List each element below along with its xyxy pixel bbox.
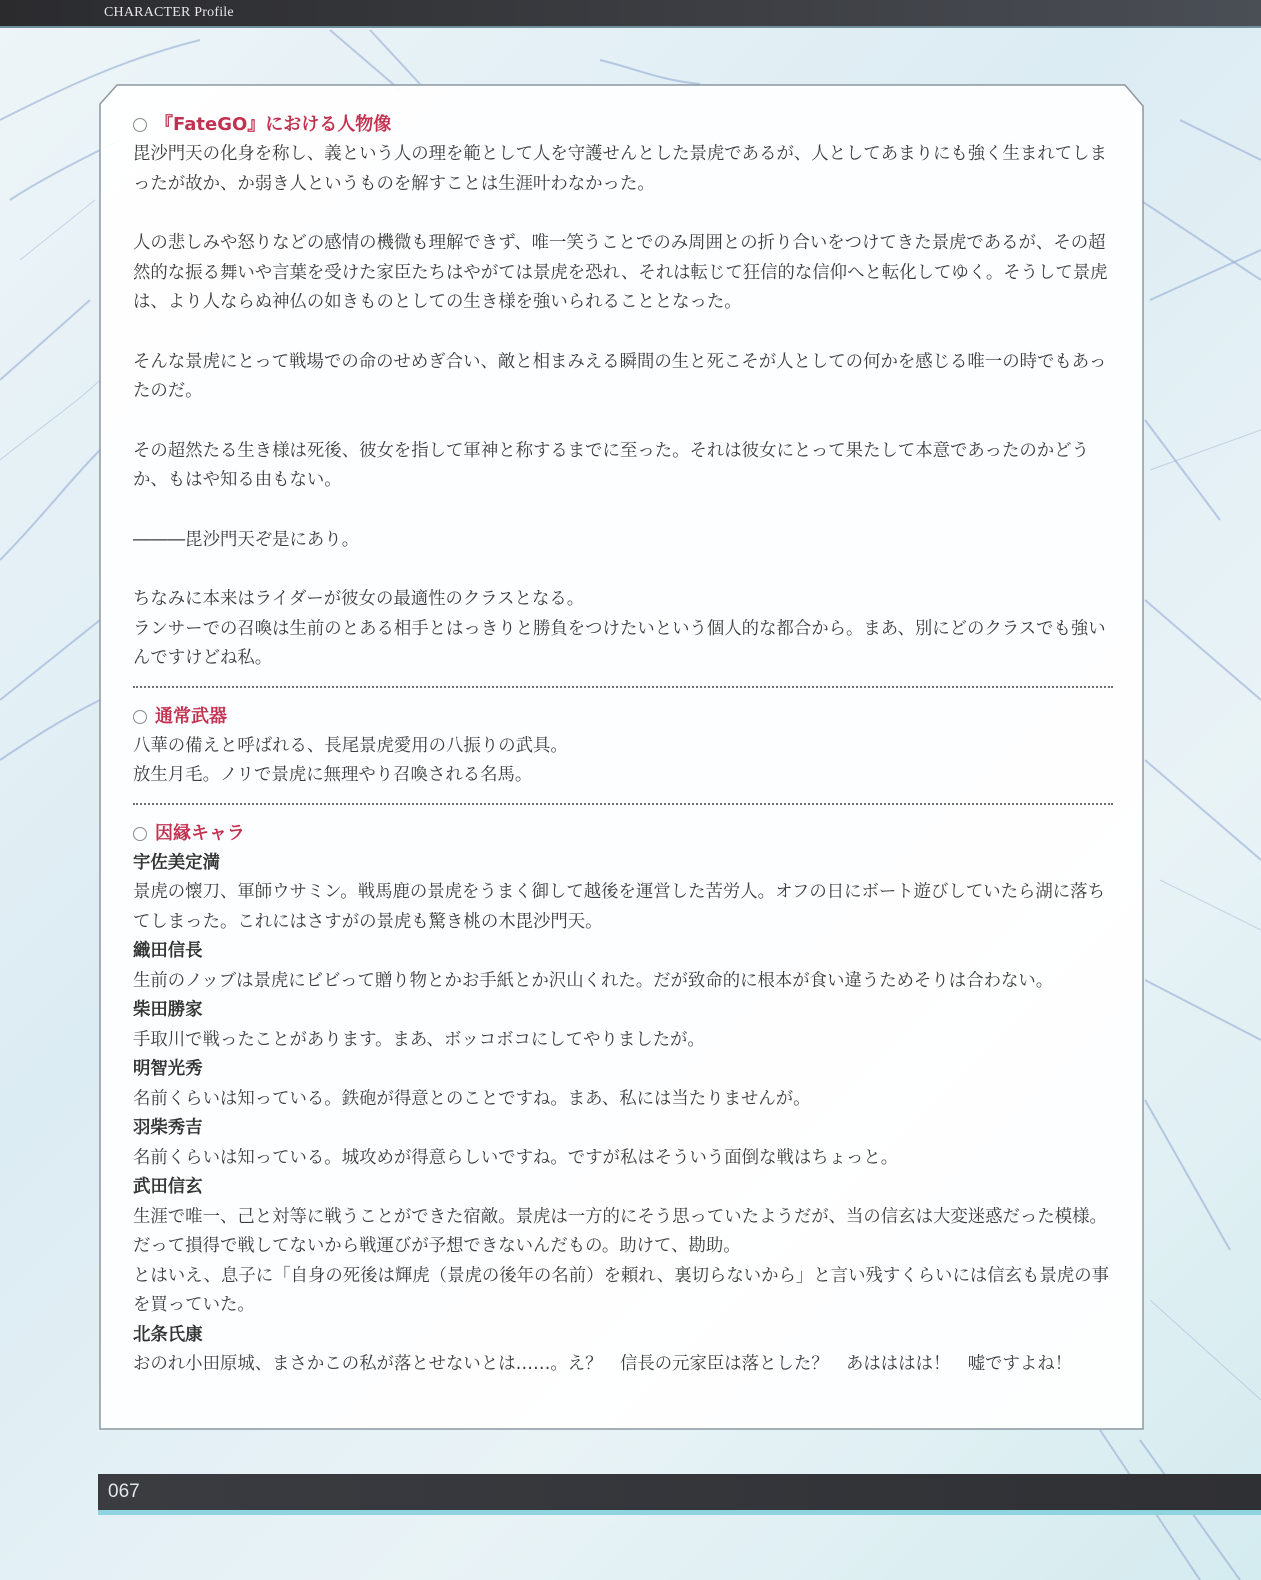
section-title-persona: 『FateGO』における人物像 — [155, 114, 392, 135]
character-description: 生前のノッブは景虎にビビって贈り物とかお手紙とか沢山くれた。だが致命的に根本が食い違うためそりは合わない。 — [133, 970, 1054, 991]
character-name: 織田信長 — [133, 941, 203, 961]
section-title-relations: 因縁キャラ — [155, 822, 245, 844]
character-description: おのれ小田原城、まさかこの私が落とせないとは……。え？ 信長の元家臣は落とした？ あはははは！ 嘘ですよね！ — [133, 1354, 1073, 1374]
persona-paragraph-2: 人の悲しみや怒りなどの感情の機微も理解できず、唯一笑うことでのみ周囲との折り合いをつけてきた景虎であるが、その超然的な振る舞いや言葉を受けた家臣たちはやがては景虎を恐れ、それは転じて狂信的な信仰へと転化してゆく。そうして景虎は、より人ならぬ神仏の如きものとしての生き様を強いられることとなった。 — [133, 233, 1108, 312]
circle-bullet-icon — [133, 710, 147, 724]
dotted-divider — [133, 686, 1113, 688]
character-name: 柴田勝家 — [133, 1000, 203, 1020]
persona-paragraph-1: 毘沙門天の化身を称し、義という人の理を範として人を守護せんとした景虎であるが、人としてあまりにも強く生まれてしまったが故か、か弱き人というものを解すことは生涯叶わなかった。 — [133, 144, 1107, 194]
persona-paragraph-5: ―――毘沙門天ぞ是にあり。 — [133, 529, 360, 550]
persona-note-1: ちなみに本来はライダーが彼女の最適性のクラスとなる。 — [133, 589, 585, 609]
character-name: 北条氏康 — [133, 1324, 203, 1345]
panel-content — [133, 110, 1113, 1380]
weapons-line-1: 八華の備えと呼ばれる、長尾景虎愛用の八振りの武具。 — [133, 735, 568, 756]
content-panel — [99, 84, 1144, 1430]
section-heading-persona — [133, 110, 1113, 140]
character-description: 景虎の懐刀、軍師ウサミン。戦馬鹿の景虎をうまく御して越後を運営した苦労人。オフの日にボート遊びしていたら湖に落ちてしまった。これにはさすがの景虎も驚き桃の木毘沙門天。 — [133, 882, 1105, 932]
character-name: 宇佐美定満 — [133, 852, 220, 873]
character-description: 名前くらいは知っている。鉄砲が得意とのことですね。まあ、私には当たりませんが。 — [133, 1088, 811, 1109]
page-number: 067 — [108, 1481, 140, 1502]
character-name: 武田信玄 — [133, 1177, 203, 1197]
character-name: 明智光秀 — [133, 1059, 203, 1079]
dotted-divider — [133, 803, 1113, 805]
section-title-weapons: 通常武器 — [155, 705, 227, 727]
header-bar — [0, 0, 1261, 28]
persona-paragraph-3: そんな景虎にとって戦場での命のせめぎ合い、敵と相まみえる瞬間の生と死こそが人としての何かを感じる唯一の時でもあったのだ。 — [133, 351, 1107, 401]
circle-bullet-icon — [133, 827, 147, 841]
footer-bar — [98, 1474, 1261, 1510]
weapons-line-2: 放生月毛。ノリで景虎に無理やり召喚される名馬。 — [133, 765, 533, 785]
footer-accent-strip — [98, 1510, 1261, 1515]
character-description: 名前くらいは知っている。城攻めが得意らしいですね。ですが私はそういう面倒な戦はちょっと。 — [133, 1147, 899, 1168]
section-heading-relations — [133, 819, 1113, 849]
section-heading-weapons — [133, 702, 1113, 732]
persona-note-2: ランサーでの召喚は生前のとある相手とはっきりと勝負をつけたいという個人的な都合から。まあ、別にどのクラスでも強いんですけどね私。 — [133, 618, 1106, 668]
persona-paragraph-4: その超然たる生き様は死後、彼女を指して軍神と称するまでに至った。それは彼女にとって果たして本意であったのかどうか、もはや知る由もない。 — [133, 440, 1089, 490]
character-description: 生涯で唯一、己と対等に戦うことができた宿敵。景虎は一方的にそう思っていたようだが、当の信玄は大変迷惑だった模様。だって損得で戦してないから戦運びが予想できないんだもの。助けて、勘助。 — [133, 1206, 1107, 1256]
circle-bullet-icon — [133, 118, 147, 132]
character-description: とはいえ、息子に「自身の死後は輝虎（景虎の後年の名前）を頼れ、裏切らないから」と言い残すくらいには信玄も景虎の事を買っていた。 — [133, 1265, 1109, 1315]
character-name: 羽柴秀吉 — [133, 1118, 203, 1138]
character-description: 手取川で戦ったことがあります。まあ、ボッコボコにしてやりましたが。 — [133, 1029, 705, 1050]
header-label: CHARACTER Profile — [104, 5, 234, 20]
header-stripe — [0, 26, 1261, 28]
